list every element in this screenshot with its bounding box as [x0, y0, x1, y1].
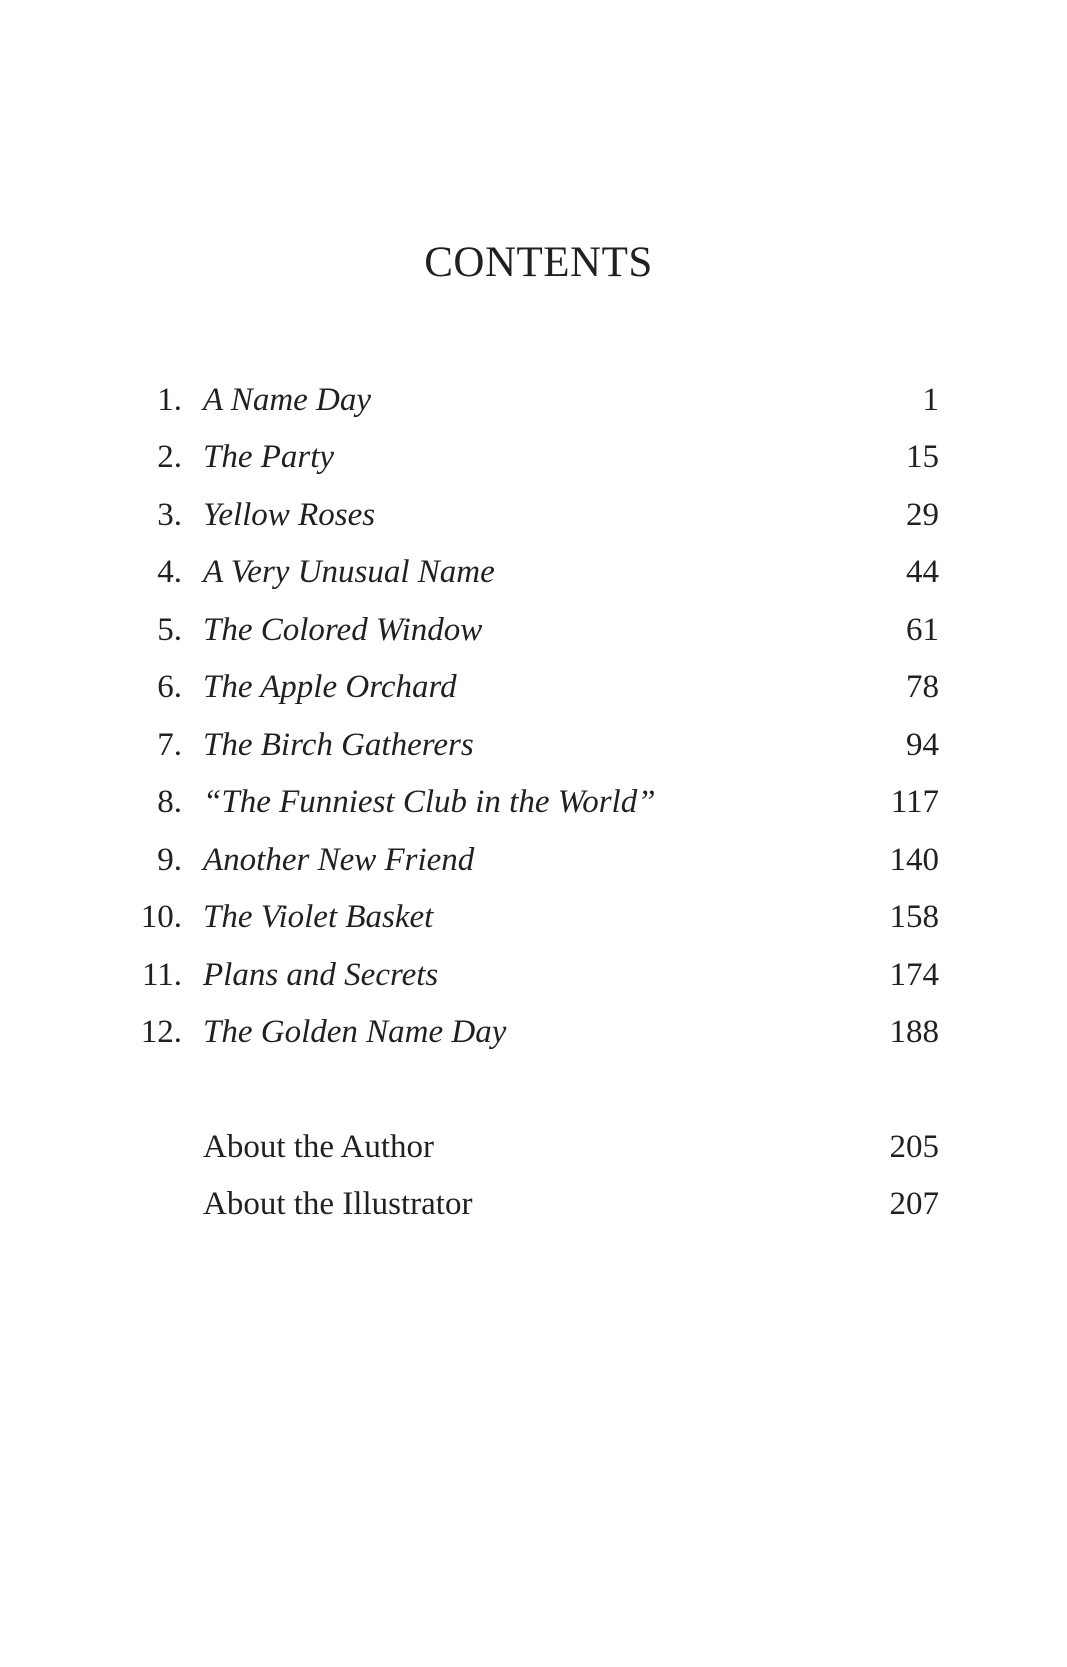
chapter-number: 4.: [157, 554, 182, 590]
toc-entry[interactable]: [0, 375, 1067, 425]
toc-entry[interactable]: [0, 662, 1067, 712]
toc-entry[interactable]: [0, 490, 1067, 540]
toc-entry[interactable]: [0, 835, 1067, 885]
chapter-title: The Birch Gatherers: [203, 727, 474, 763]
page-number: 1: [922, 382, 939, 418]
chapter-number: 7.: [157, 727, 182, 763]
chapter-number: 5.: [157, 612, 182, 648]
chapter-title: A Very Unusual Name: [203, 554, 495, 590]
chapter-number: 10.: [140, 899, 182, 935]
page-number: 188: [889, 1014, 939, 1050]
back-matter-title: About the Illustrator: [203, 1186, 473, 1222]
page-number: 140: [889, 842, 939, 878]
toc-entry[interactable]: [0, 892, 1067, 942]
chapter-title: Plans and Secrets: [203, 957, 439, 993]
toc-entry[interactable]: [0, 432, 1067, 482]
page-number: 29: [906, 497, 939, 533]
chapter-title: A Name Day: [203, 382, 372, 418]
toc-entry[interactable]: [0, 605, 1067, 655]
page-number: 174: [889, 957, 939, 993]
chapter-title: The Apple Orchard: [203, 669, 457, 705]
page-number: 158: [889, 899, 939, 935]
chapter-number: 12.: [140, 1014, 182, 1050]
toc-entry-about-author[interactable]: [0, 1122, 1067, 1172]
chapter-number: 11.: [141, 957, 182, 993]
chapter-title: The Golden Name Day: [203, 1014, 507, 1050]
page-number: 205: [889, 1129, 939, 1165]
chapter-title: The Party: [203, 439, 335, 475]
chapter-number: 6.: [157, 669, 182, 705]
chapter-title: The Violet Basket: [203, 899, 434, 935]
back-matter-title: About the Author: [203, 1129, 434, 1165]
toc-entry[interactable]: [0, 950, 1067, 1000]
page-number: 78: [906, 669, 939, 705]
toc-entry-about-illustrator[interactable]: [0, 1179, 1067, 1229]
toc-entry[interactable]: [0, 777, 1067, 827]
toc-entry[interactable]: [0, 547, 1067, 597]
chapter-number: 9.: [157, 842, 182, 878]
toc-entry[interactable]: [0, 720, 1067, 770]
page-title: CONTENTS: [424, 239, 653, 286]
chapter-number: 2.: [157, 439, 182, 475]
toc-entry[interactable]: [0, 1007, 1067, 1057]
chapter-title: The Colored Window: [203, 612, 483, 648]
page-number: 15: [906, 439, 939, 475]
chapter-title: Another New Friend: [203, 842, 475, 878]
chapter-title: Yellow Roses: [203, 497, 376, 533]
chapter-number: 3.: [157, 497, 182, 533]
chapter-title: “The Funniest Club in the World”: [203, 784, 656, 820]
page-number: 44: [906, 554, 939, 590]
page-number: 117: [890, 784, 939, 820]
page-number: 207: [889, 1186, 939, 1222]
chapter-number: 1.: [157, 382, 182, 418]
chapter-number: 8.: [157, 784, 182, 820]
page-number: 94: [906, 727, 939, 763]
page-number: 61: [906, 612, 939, 648]
